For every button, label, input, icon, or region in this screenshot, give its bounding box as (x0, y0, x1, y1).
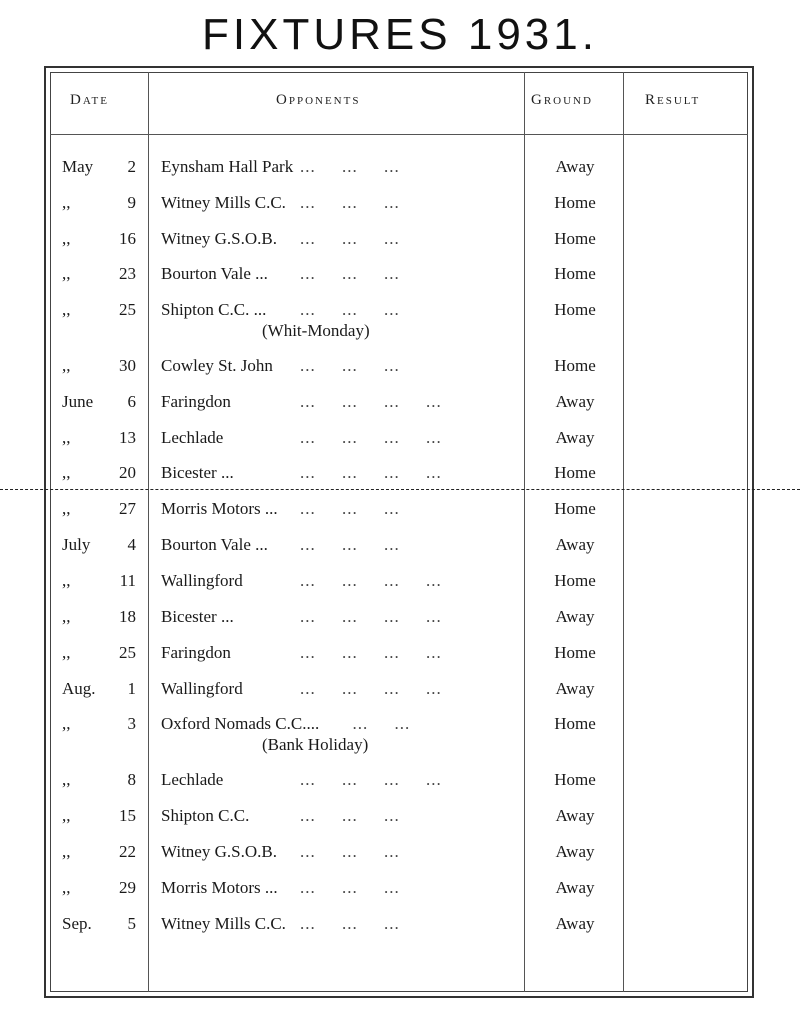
leader-dots: ... ... ... (300, 356, 400, 375)
fixture-day: 5 (127, 914, 136, 933)
fixture-opponent: Morris Motors ... (161, 499, 278, 518)
fixture-opponent: Lechlade (161, 428, 224, 447)
table-row (0, 714, 800, 754)
fixture-ground: Away (555, 157, 595, 176)
fixture-opponent: Bicester ... (161, 607, 234, 626)
table-row (0, 571, 800, 607)
fixture-day: 22 (119, 842, 136, 861)
fixture-opponent: Morris Motors ... (161, 878, 278, 897)
fixture-month: ,, (62, 499, 71, 518)
table-row (0, 806, 800, 842)
leader-dots: ... ... ... (300, 914, 400, 933)
fixture-opponent: Witney Mills C.C. (161, 914, 286, 933)
leader-dots: ... ... ... ... (300, 428, 442, 447)
fixture-month: ,, (62, 770, 71, 789)
leader-dots: ... ... ... ... (300, 679, 442, 698)
fixture-day: 8 (127, 770, 136, 789)
leader-dots: ... ... ... ... (300, 643, 442, 662)
fixture-opponent: Cowley St. John (161, 356, 273, 375)
table-row (0, 193, 800, 229)
fixture-day: 23 (119, 264, 136, 283)
fixture-opponent: Faringdon (161, 643, 231, 662)
table-row (0, 463, 800, 499)
table-row (0, 499, 800, 535)
fixture-month: ,, (62, 356, 71, 375)
fixture-month: ,, (62, 193, 71, 212)
fixture-ground: Home (554, 193, 596, 212)
fixture-month: ,, (62, 571, 71, 590)
table-row (0, 679, 800, 715)
table-row (0, 643, 800, 679)
fixture-month: ,, (62, 842, 71, 861)
table-row (0, 300, 800, 340)
fixture-ground: Home (554, 643, 596, 662)
leader-dots: ... ... ... (300, 806, 400, 825)
fixture-opponent: Oxford Nomads C.C.... (161, 714, 320, 733)
fixture-month: ,, (62, 643, 71, 662)
fixture-ground: Home (554, 571, 596, 590)
fixture-day: 25 (119, 300, 136, 319)
table-row (0, 878, 800, 914)
fixture-day: 11 (119, 571, 136, 590)
fixture-opponent: Witney G.S.O.B. (161, 842, 277, 861)
fixture-ground: Away (555, 878, 595, 897)
fixture-month: June (62, 392, 94, 411)
fixture-opponent: Bicester ... (161, 463, 234, 482)
fixture-opponent: Witney Mills C.C. (161, 193, 286, 212)
fixture-ground: Away (555, 392, 595, 411)
page-title: FIXTURES 1931. (202, 10, 598, 59)
leader-dots: ... ... ... (300, 535, 400, 554)
fixture-ground: Home (554, 770, 596, 789)
header-opponents: Opponents (276, 92, 361, 108)
table-row (0, 356, 800, 392)
leader-dots: ... ... ... (300, 878, 400, 897)
table-row (0, 607, 800, 643)
fixture-note: (Bank Holiday) (262, 735, 369, 754)
leader-dots: ... ... (300, 714, 411, 733)
fixture-opponent: Wallingford (161, 571, 243, 590)
fixture-note: (Whit-Monday) (262, 321, 370, 340)
fixture-month: ,, (62, 463, 71, 482)
fixture-ground: Home (554, 264, 596, 283)
fixture-ground: Away (555, 806, 595, 825)
fixture-month: ,, (62, 229, 71, 248)
fixture-day: 15 (119, 806, 136, 825)
fixture-day: 25 (119, 643, 136, 662)
fixture-opponent: Shipton C.C. (161, 806, 250, 825)
leader-dots: ... ... ... ... (300, 571, 442, 590)
leader-dots: ... ... ... (300, 193, 400, 212)
table-row (0, 157, 800, 193)
fixture-ground: Home (554, 714, 596, 733)
fixture-ground: Away (555, 914, 595, 933)
fixture-day: 16 (119, 229, 136, 248)
fixture-month: ,, (62, 878, 71, 897)
fixture-ground: Away (555, 679, 595, 698)
table-row (0, 229, 800, 265)
fixture-day: 2 (127, 157, 136, 176)
fixture-opponent: Shipton C.C. ... (161, 300, 267, 319)
fixture-day: 30 (119, 356, 136, 375)
header-ground: Ground (531, 92, 593, 108)
fixture-ground: Home (554, 463, 596, 482)
fixture-month: Sep. (62, 914, 92, 933)
fixture-month: ,, (62, 300, 71, 319)
fixture-day: 3 (127, 714, 136, 733)
fixture-day: 6 (127, 392, 136, 411)
fixture-month: May (62, 157, 94, 176)
fixture-opponent: Bourton Vale ... (161, 535, 268, 554)
leader-dots: ... ... ... (300, 842, 400, 861)
leader-dots: ... ... ... ... (300, 463, 442, 482)
fixture-opponent: Eynsham Hall Park (161, 157, 294, 176)
leader-dots: ... ... ... (300, 229, 400, 248)
leader-dots: ... ... ... ... (300, 392, 442, 411)
fixture-day: 1 (127, 679, 136, 698)
leader-dots: ... ... ... (300, 264, 400, 283)
fixture-opponent: Faringdon (161, 392, 231, 411)
fixture-day: 18 (119, 607, 136, 626)
fixture-month: ,, (62, 428, 71, 447)
table-row (0, 264, 800, 300)
fixture-month: ,, (62, 806, 71, 825)
fixture-month: ,, (62, 714, 71, 733)
fixture-ground: Home (554, 499, 596, 518)
fixture-opponent: Wallingford (161, 679, 243, 698)
fixture-opponent: Witney G.S.O.B. (161, 229, 277, 248)
fixture-ground: Away (555, 428, 595, 447)
fixture-month: Aug. (62, 679, 96, 698)
fixture-month: ,, (62, 607, 71, 626)
fixture-day: 29 (119, 878, 136, 897)
leader-dots: ... ... ... ... (300, 607, 442, 626)
fixture-month: ,, (62, 264, 71, 283)
fixture-month: July (62, 535, 91, 554)
leader-dots: ... ... ... (300, 157, 400, 176)
leader-dots: ... ... ... ... (300, 770, 442, 789)
fixture-opponent: Bourton Vale ... (161, 264, 268, 283)
fixture-ground: Away (555, 607, 595, 626)
fixture-ground: Away (555, 535, 595, 554)
fixture-opponent: Lechlade (161, 770, 224, 789)
table-row (0, 428, 800, 464)
fixture-day: 13 (119, 428, 136, 447)
fixture-day: 9 (127, 193, 136, 212)
header-divider (50, 134, 748, 135)
fixture-day: 20 (119, 463, 136, 482)
table-row (0, 914, 800, 950)
fixture-ground: Home (554, 356, 596, 375)
fixture-day: 27 (119, 499, 136, 518)
leader-dots: ... ... ... (300, 300, 400, 319)
table-row (0, 392, 800, 428)
table-row (0, 842, 800, 878)
fixture-day: 4 (127, 535, 136, 554)
header-date: Date (70, 92, 109, 108)
fixture-ground: Home (554, 300, 596, 319)
fixture-ground: Away (555, 842, 595, 861)
table-row (0, 535, 800, 571)
header-result: Result (645, 92, 701, 108)
table-row (0, 770, 800, 806)
leader-dots: ... ... ... (300, 499, 400, 518)
fixture-ground: Home (554, 229, 596, 248)
